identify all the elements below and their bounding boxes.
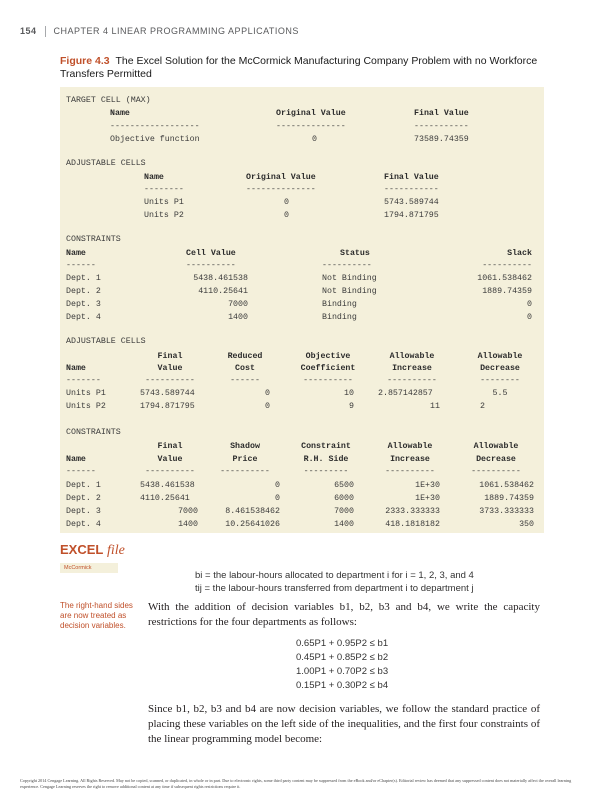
table-cell: Binding [322,300,357,309]
column-header: Name [144,173,164,182]
table-cell: Dept. 3 [66,300,101,309]
table-cell: 2 [480,402,485,411]
table-cell: 4110.25641 [140,494,190,503]
dash-line: ------ [66,261,96,270]
equation: 0.65P1 + 0.95P2 ≤ b1 [296,638,389,649]
column-header: Value [157,455,183,464]
page-number: 154 [20,26,37,36]
margin-note: The right-hand sides are now treated as decision variables. [60,601,133,630]
table-cell: 5438.461538 [193,274,248,283]
table-cell: 4110.25641 [198,287,248,296]
table-cell: 0 [312,135,317,144]
column-header: Increase [390,455,430,464]
table-cell: 1400 [178,520,198,529]
dash-line: ---------- [482,261,532,270]
table-cell: Not Binding [322,287,377,296]
table-cell: 8.461538462 [225,507,280,516]
section-title: TARGET CELL (MAX) [66,96,151,105]
table-cell: 418.1818182 [385,520,440,529]
column-header: Cost [235,364,255,373]
table-cell: 9 [349,402,354,411]
table-cell: 1E+30 [415,481,440,490]
column-header: Decrease [480,364,520,373]
column-header: Allowable [389,352,435,361]
table-cell: Dept. 2 [66,287,101,296]
equation: 0.45P1 + 0.85P2 ≤ b2 [296,652,389,663]
column-header: Status [340,249,370,258]
column-header: Final Value [384,173,439,182]
figure-caption-text: The Excel Solution for the McCormick Manufacturing Company Problem with no Workforce Transfers Permitted [60,55,538,80]
table-cell: 0 [284,211,289,220]
dash-line: -------------- [246,185,316,194]
table-cell: Units P1 [144,198,184,207]
section-title: ADJUSTABLE CELLS [66,337,146,346]
table-cell: 7000 [334,507,354,516]
table-cell: 5743.589744 [140,389,195,398]
dash-line: ---------- [145,376,195,385]
table-cell: 3733.333333 [479,507,534,516]
table-cell: 0 [265,402,270,411]
section-title: ADJUSTABLE CELLS [66,159,146,168]
table-cell: 1889.74359 [484,494,534,503]
column-header: R.H. Side [303,455,349,464]
table-cell: Dept. 4 [66,313,101,322]
dash-line: ------------------ [110,122,200,131]
table-cell: 10 [344,389,354,398]
table-cell: 1889.74359 [482,287,532,296]
column-header: Allowable [473,442,519,451]
table-cell: 73589.74359 [414,135,469,144]
column-header: Name [110,109,130,118]
dash-line: ---------- [385,467,435,476]
dash-line: ---------- [471,467,521,476]
table-cell: Dept. 1 [66,481,101,490]
table-cell: Dept. 4 [66,520,101,529]
dash-line: ------ [230,376,260,385]
file-tag[interactable]: McCormick [60,563,118,573]
table-cell: Units P1 [66,389,106,398]
dash-line: -------- [480,376,520,385]
table-cell: 5438.461538 [140,481,195,490]
paragraph: With the addition of decision variables b1, b2, b3 and b4, we write the capacity restrictions for the four departments as follows: [148,601,540,628]
table-cell: Dept. 1 [66,274,101,283]
column-header: Coefficient [300,364,356,373]
table-cell: 0 [265,389,270,398]
column-header: Allowable [477,352,523,361]
table-cell: Dept. 3 [66,507,101,516]
column-header: Final [157,352,183,361]
table-cell: Dept. 2 [66,494,101,503]
figure-caption [60,55,550,81]
dash-line: ------ [66,467,96,476]
dash-line: ---------- [186,261,236,270]
column-header: Original Value [276,109,346,118]
column-header: Cell Value [186,249,236,258]
dash-line: ------- [66,376,101,385]
dash-line: ---------- [387,376,437,385]
dash-line: ---------- [145,467,195,476]
column-header: Allowable [387,442,433,451]
table-cell: Not Binding [322,274,377,283]
table-cell: 1400 [334,520,354,529]
equation: 1.00P1 + 0.70P2 ≤ b3 [296,666,389,677]
equation: 0.15P1 + 0.30P2 ≤ b4 [296,680,389,691]
table-cell: Objective function [110,135,200,144]
header-divider [45,26,46,37]
column-header: Value [157,364,183,373]
excel-file-label [60,542,125,559]
column-header: Decrease [476,455,516,464]
dash-line: ----------- [384,185,439,194]
table-cell: 10.25641026 [225,520,280,529]
table-cell: 6500 [334,481,354,490]
excel-label-italic: file [106,543,125,558]
dash-line: --------- [303,467,349,476]
table-cell: 1794.871795 [384,211,439,220]
dash-line: ---------- [322,261,372,270]
dash-line: -------------- [276,122,346,131]
table-cell: Units P2 [144,211,184,220]
table-cell: 7000 [178,507,198,516]
column-header: Price [232,455,258,464]
dash-line: -------- [144,185,184,194]
column-header: Name [66,455,86,464]
dash-line: ---------- [220,467,270,476]
table-cell: 5743.589744 [384,198,439,207]
table-cell: 1E+30 [415,494,440,503]
table-cell: 0 [275,481,280,490]
figure-label: Figure 4.3 [60,55,110,67]
column-header: Name [66,364,86,373]
column-header: Increase [392,364,432,373]
excel-label-bold: EXCEL [60,542,104,557]
table-cell: 2333.333333 [385,507,440,516]
definition-line: bi = the labour-hours allocated to department i for i = 1, 2, 3, and 4 [195,570,474,581]
chapter-title: CHAPTER 4 LINEAR PROGRAMMING APPLICATIONS [53,26,299,36]
section-title: CONSTRAINTS [66,428,121,437]
column-header: Objective [305,352,351,361]
dash-line: ----------- [414,122,469,131]
copyright-footer: Copyright 2014 Cengage Learning. All Rights Reserved. May not be copied, scanned, or duplicated, in whole or in part. Due to electronic rights, some third party content may be suppressed from the eBook and/or eChapter(s). Editorial review has deemed that any suppressed content does not materially affect the overall learning experience. Cengage Learning reserves the right to remove additional content at any time if subsequent rights restrictions require it. [20,778,572,789]
column-header: Name [66,249,86,258]
column-header: Constraint [301,442,351,451]
excel-output-panel [60,87,544,533]
section-title: CONSTRAINTS [66,235,121,244]
table-cell: 0 [275,494,280,503]
table-cell: 350 [519,520,534,529]
table-cell: 1061.538462 [479,481,534,490]
table-cell: Binding [322,313,357,322]
table-cell: 1061.538462 [477,274,532,283]
paragraph: Since b1, b2, b3 and b4 are now decision variables, we follow the standard practice of placing these variables on the left side of the inequalities, and the first four constraints of the linear programming model become: [148,703,540,745]
table-cell: 0 [527,300,532,309]
table-cell: 0 [284,198,289,207]
table-cell: 1794.871795 [140,402,195,411]
dash-line: ---------- [303,376,353,385]
table-cell: 5.5 [492,389,508,398]
column-header: Slack [507,249,532,258]
column-header: Final Value [414,109,469,118]
table-cell: 6000 [334,494,354,503]
table-cell: 2.857142857 [378,389,433,398]
column-header: Shadow [230,442,260,451]
table-cell: 11 [430,402,440,411]
table-cell: Units P2 [66,402,106,411]
table-cell: 1400 [228,313,248,322]
table-cell: 7000 [228,300,248,309]
column-header: Final [157,442,183,451]
table-cell: 0 [527,313,532,322]
column-header: Original Value [246,173,316,182]
column-header: Reduced [227,352,263,361]
definition-line: tij = the labour-hours transferred from department i to department j [195,583,474,594]
running-header [20,26,299,40]
